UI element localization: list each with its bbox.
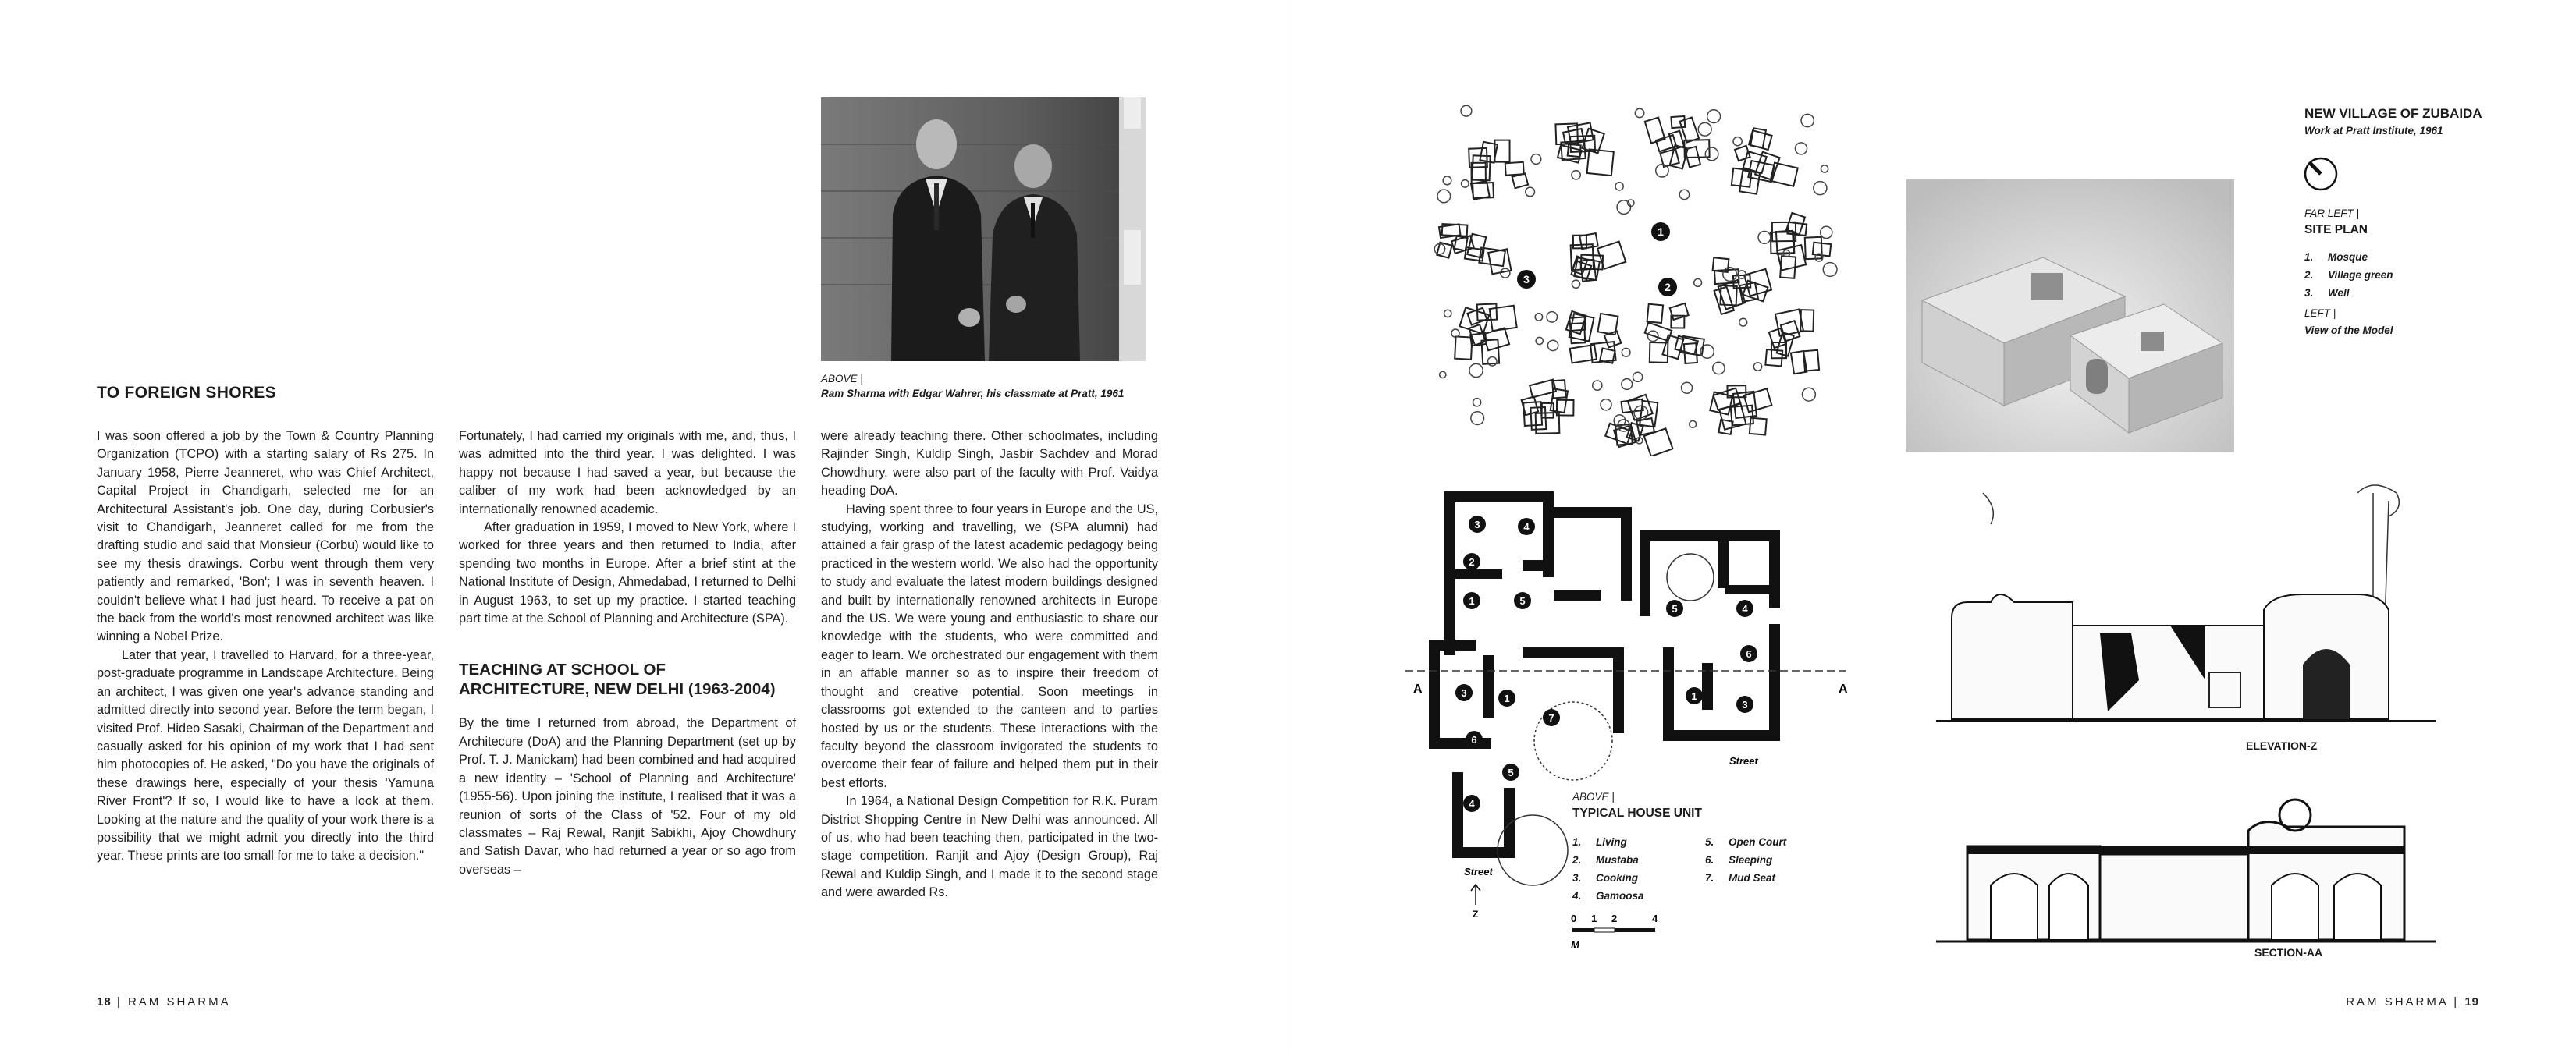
dwelling-block (1671, 116, 1685, 128)
tree-mark (1821, 226, 1832, 238)
section-label: SECTION-AA (2254, 946, 2323, 959)
tree-mark (1440, 371, 1446, 378)
tree-mark (1679, 190, 1689, 199)
paragraph: By the time I returned from abroad, the Department of Architecure (DoA) and the Planning Department (set up by Prof. T. J. Manickam) had been combined and had acquired a new identity – 'School of Planning and Architecture' (1955-56). Upon joining the institute, I realised that it was a reunion of sorts of the Class of '52. Four of my old classmates – Raj Rewal, Ranjit Sabikhi, Ajoy Chowdhury and Satish Davar, who had returned a year or so ago from overseas – (459, 716, 796, 877)
tree-mark (1753, 363, 1761, 370)
tree-mark (1526, 187, 1535, 197)
tree-mark (1656, 165, 1668, 177)
svg-text:4: 4 (1742, 603, 1748, 615)
legend-item: 1. Living (1572, 836, 1627, 848)
dwelling-block (1473, 183, 1494, 198)
tree-mark (1814, 182, 1827, 195)
north-arrow-icon (2303, 156, 2339, 192)
site-marker-3: 3 (1523, 273, 1530, 285)
tree-mark (1547, 340, 1558, 350)
project-subtitle: Work at Pratt Institute, 1961 (2304, 125, 2443, 136)
section-mark-right: A (1839, 682, 1848, 696)
dwelling-block (1714, 287, 1734, 314)
tree-mark (1444, 310, 1451, 317)
text-column-1 (97, 427, 434, 866)
photo-caption (821, 371, 1124, 401)
tree-mark (1601, 399, 1611, 410)
house-legend-col-b (1705, 833, 1786, 887)
house-unit-heading: TYPICAL HOUSE UNIT (1572, 807, 1702, 820)
tree-mark (1801, 114, 1814, 126)
paragraph: In 1964, a National Design Competition for R.K. Puram District Shopping Centre in New Delhi was announced. All of us, who had been teaching then, participated in the two-stage competition. Ranjit and Ajoy (Design Group), Raj Rewal and Kuldip Singh, and I made it to the second stage and were awarded Rs. (821, 794, 1158, 900)
left-label: LEFT | (2304, 307, 2336, 319)
dwelling-block (1505, 162, 1524, 176)
tree-mark (1698, 122, 1711, 136)
elevation-label: ELEVATION-Z (2246, 739, 2318, 752)
dwelling-block (1744, 269, 1771, 296)
tree-mark (1707, 110, 1721, 123)
dwelling-block (1755, 152, 1779, 180)
site-marker-2: 2 (1665, 281, 1671, 293)
dwelling-block (1743, 281, 1768, 302)
tree-mark (1795, 143, 1807, 154)
dwelling-block (1662, 335, 1683, 360)
text-column-2 (459, 427, 796, 879)
svg-text:2: 2 (1469, 556, 1475, 568)
tree-mark (1758, 231, 1771, 243)
site-plan-heading: SITE PLAN (2304, 223, 2368, 236)
photo-caption-label: ABOVE | (821, 373, 863, 385)
subsection-heading: TEACHING AT SCHOOL OF ARCHITECTURE, NEW DELHI (1963-2004) (459, 661, 776, 699)
tree-mark (1593, 381, 1602, 390)
dwelling-block (1512, 173, 1528, 188)
svg-text:1: 1 (1591, 913, 1597, 924)
paragraph: I was soon offered a job by the Town & Country Planning Organization (TCPO) with a starting salary of Rs 275. In January 1958, Pierre Jeanneret, who was Chief Architect, Capital Project in Chandigarh, selected me for an Architectural Assistant's job. One day, during Corbusier's visit to Chandigarh, Jeanneret called for me from the drafting studio and said that Monsieur (Corbu) would like to see my thesis drawings. Corbu went through them very patiently and remarked, 'Bon'; I was in seventh heaven. I couldn't believe what I had just heard. To receive a pat on the back from the world's most renowned architect was like winning a Nobel Prize. (97, 429, 434, 644)
dwelling-block (1670, 303, 1689, 320)
tree-mark (1531, 154, 1541, 165)
svg-text:7: 7 (1548, 712, 1554, 724)
svg-text:6: 6 (1471, 734, 1477, 746)
svg-text:3: 3 (1742, 699, 1748, 711)
model-caption: View of the Model (2304, 324, 2393, 336)
svg-text:5: 5 (1672, 603, 1678, 615)
tree-mark (1622, 379, 1633, 390)
legend-item: 2. Village green (2304, 269, 2393, 281)
dwelling-block (1568, 144, 1581, 157)
tree-mark (1501, 268, 1510, 278)
scale-bar (1569, 911, 1679, 958)
tree-mark (1694, 279, 1702, 287)
dwelling-block (1488, 249, 1511, 274)
dwelling-block (1536, 413, 1560, 434)
dwelling-block (1750, 418, 1767, 435)
house-legend-col-a (1572, 833, 1644, 905)
elevation-drawing (1936, 477, 2436, 727)
section-mark-left: A (1413, 682, 1423, 696)
paragraph: Having spent three to four years in Europe and the US, studying, working and travelling, we (SPA alumni) had attained a fair grasp of the latest academic pedagogy being practiced in the western world. We also had the opportunity to study and evaluate the latest modern buildings designed and built by internationally renowned architects in Europe and the US. We were young and enthusiastic to share our knowledge with the students, who were committed and eager to learn. We orchestrated our engagement with them in an affable manner so as to inspire their freedom of thought and creative potential. Soon meetings in classrooms got extended to the canteen and to parties hosted by us or the students. These interactions with the faculty beyond the classroom invigorated the students to overcome their fear of failure and helped them put in their best efforts. (821, 502, 1158, 790)
page-footer-left: 18 | RAM SHARMA (97, 995, 231, 1009)
footer-author: RAM SHARMA (2346, 995, 2449, 1009)
tree-mark (1713, 362, 1725, 374)
footer-author: RAM SHARMA (127, 995, 231, 1009)
tree-mark (1821, 165, 1828, 172)
tree-mark (1488, 357, 1497, 366)
tree-mark (1733, 137, 1742, 146)
tree-mark (1461, 105, 1472, 116)
page-number: 19 (2464, 995, 2479, 1009)
above-label: ABOVE | (1572, 791, 1615, 803)
tree-mark (1690, 420, 1697, 427)
tree-mark (1635, 108, 1643, 117)
project-title: NEW VILLAGE OF ZUBAIDA (2304, 106, 2482, 121)
svg-text:3: 3 (1461, 687, 1467, 699)
svg-text:5: 5 (1508, 767, 1514, 778)
street-label: Street (1729, 755, 1758, 767)
tree-mark (1705, 147, 1718, 161)
svg-text:0: 0 (1571, 913, 1577, 924)
legend-item: 7. Mud Seat (1705, 872, 1776, 884)
tree-mark (1469, 363, 1483, 377)
svg-text:1: 1 (1504, 693, 1510, 704)
legend-item: 2. Mustaba (1572, 854, 1639, 866)
svg-text:1: 1 (1691, 690, 1697, 702)
legend-item: 6. Sleeping (1705, 854, 1773, 866)
dwelling-block (1647, 304, 1664, 323)
site-plan-legend (2304, 248, 2393, 302)
tree-mark (1473, 399, 1481, 406)
svg-text:1: 1 (1469, 595, 1475, 607)
north-arrow-icon (1471, 885, 1480, 905)
dwelling-block (1455, 336, 1472, 359)
svg-text:4: 4 (1652, 913, 1658, 924)
tree-mark (1535, 314, 1542, 321)
paragraph: were already teaching there. Other schoolmates, including Rajinder Singh, Kuldip Singh, Jasbir Sachdev and Morad Chowdhury, were also part of the faculty with Prof. Vaidya heading DoA. (821, 429, 1158, 498)
tree-mark (1437, 190, 1451, 203)
tree-mark (1802, 388, 1815, 401)
dwelling-block (1494, 140, 1509, 162)
svg-text:2: 2 (1611, 913, 1618, 924)
section-drawing (1936, 784, 2436, 948)
legend-item: 3. Well (2304, 287, 2350, 299)
site-plan-markers (1517, 222, 1677, 296)
legend-item: 1. Mosque (2304, 251, 2368, 263)
paragraph: Later that year, I travelled to Harvard, for a three-year, post-graduate programme in Landscape Architecture. Being an architect, I was given one year's advance standing and admitted directly into second year. Before the term began, I visited Prof. Hideo Sasaki, Chairman of the Department and casually asked for his opinion of my work that I had sent him photocopies of. He asked, "Do you have the originals of these drawings here, especially of your thesis 'Yamuna River Front'? If so, I would like to have a look at them. Looking at the nature and the quality of your work there is a possibility that we might admit you directly into the third year. These prints are too small for me to take a decision." (97, 647, 434, 863)
dwelling-block (1718, 420, 1732, 434)
street-label: Street (1464, 866, 1493, 878)
tree-mark (1572, 280, 1579, 288)
svg-text:5: 5 (1519, 595, 1526, 607)
tree-mark (1823, 263, 1837, 277)
tree-mark (1682, 382, 1693, 393)
paragraph: Fortunately, I had carried my originals with me, and, thus, I was admitted into the third year. I was delighted. I was happy not because I had saved a year, but because the caliber of my work had been acknowledged by an internationally renowned academic. (459, 429, 796, 516)
page-footer-right: RAM SHARMA | 19 (2346, 995, 2479, 1009)
tree-mark (1617, 200, 1631, 214)
tree-mark (1462, 180, 1469, 188)
dwelling-block (1587, 149, 1614, 176)
tree-mark (1471, 412, 1484, 425)
site-marker-1: 1 (1658, 225, 1664, 238)
tree-mark (1443, 176, 1451, 185)
photo-illustration (821, 98, 1146, 361)
legend-item: 3. Cooking (1572, 872, 1638, 884)
model-photo (1906, 179, 2234, 452)
legend-item: 4. Gamoosa (1572, 890, 1644, 902)
tree-mark (1633, 372, 1642, 381)
site-plan-drawing (1421, 94, 1850, 456)
dwelling-block (1490, 306, 1517, 331)
svg-text:4: 4 (1469, 798, 1475, 810)
photo-caption-text: Ram Sharma with Edgar Wahrer, his classmate at Pratt, 1961 (821, 388, 1125, 399)
legend-item: 5. Open Court (1705, 836, 1787, 848)
north-label: Z (1473, 909, 1479, 920)
right-page (1288, 0, 2576, 1053)
page-number: 18 (97, 995, 112, 1009)
section-heading: TO FOREIGN SHORES (97, 384, 276, 402)
tree-mark (1615, 183, 1623, 190)
text-column-3 (821, 427, 1158, 902)
archival-photo (821, 98, 1146, 361)
scale-unit: M (1571, 939, 1579, 951)
tree-mark (1572, 171, 1580, 179)
tree-mark (1739, 318, 1747, 326)
tree-mark (1536, 337, 1543, 344)
svg-text:6: 6 (1746, 648, 1752, 660)
tree-mark (1622, 348, 1630, 356)
svg-text:3: 3 (1474, 519, 1480, 530)
svg-text:4: 4 (1523, 521, 1530, 533)
far-left-label: FAR LEFT | (2304, 207, 2360, 219)
paragraph: After graduation in 1959, I moved to New York, where I worked for three years and then returned to India, after spending two months in Europe. After a brief stint at the National Institute of Design, Ahmedabad, I returned to Delhi in August 1963, to set up my practice. I started teaching part time at the School of Planning and Architecture (SPA). (459, 520, 796, 626)
tree-mark (1547, 312, 1557, 322)
